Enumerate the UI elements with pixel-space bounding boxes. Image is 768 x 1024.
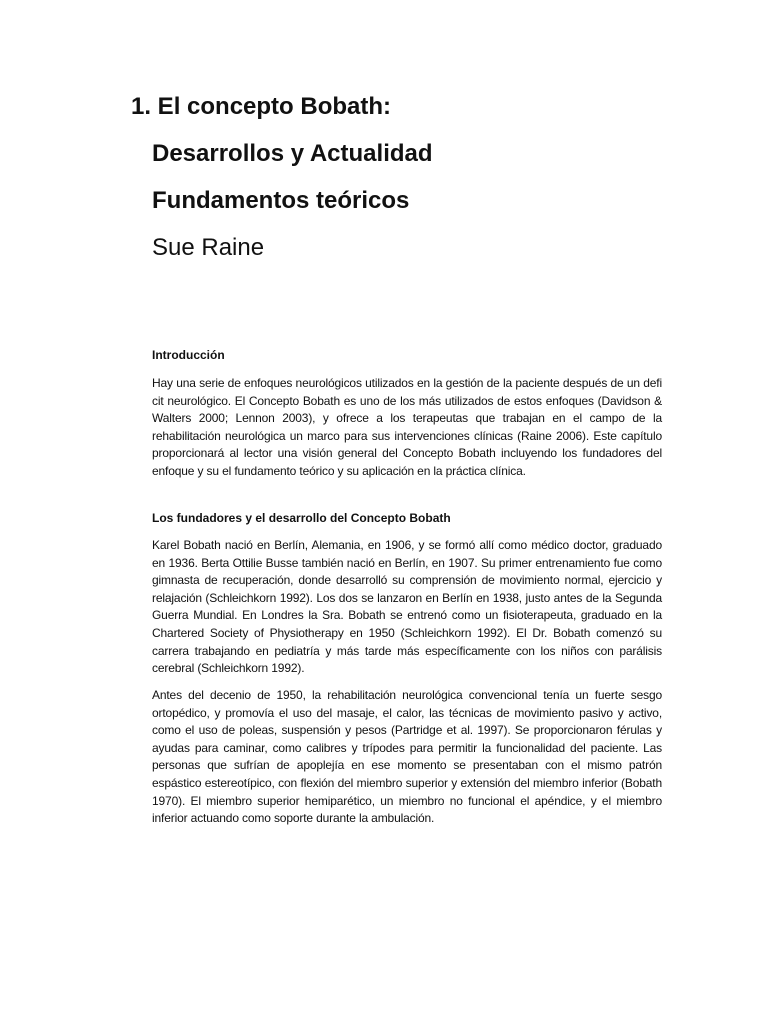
paragraph-history: Antes del decenio de 1950, la rehabilitación neurológica convencional tenía un fuerte sesgo ortopédico, y promovía el uso del masaje, el calor, las técnicas de movimiento pasivo y activo, como el uso de poleas, suspensión y pesos (Partridge et al. 1997). Se proporcionaron férulas y ayudas para caminar, como calibres y trípodes para permitir la funcionalidad del paciente. Las personas que sufrían de apoplejía en ese momento se presentaban con el mismo patrón espástico estereotípico, con flexión del miembro superior y extensión del miembro inferior (Bobath 1970). El miembro superior hemiparético, un miembro no funcional el apéndice, y el miembro inferior actuando como soporte durante la ambulación. — [152, 688, 662, 826]
section-heading-founders: Los fundadores y el desarrollo del Concepto Bobath — [152, 511, 451, 525]
paragraph-founders: Karel Bobath nació en Berlín, Alemania, en 1906, y se formó allí como médico doctor, graduado en 1936. Berta Ottilie Busse también nació en Berlín, en 1907. Su primer entrenamiento fue como gimnasta de recuperación, donde desarrolló su comprensión de movimiento normal, ejercicio y relajación (Schleichkorn 1992). Los dos se lanzaron en Berlín en 1938, justo antes de la Segunda Guerra Mundial. En Londres la Sra. Bobath se entrenó como un fisioterapeuta, graduado en la Chartered Society of Physiotherapy en 1950 (Schleichkorn 1992). El Dr. Bobath comenzó su carrera trabajando en pediatría y más tarde más específicamente con los niños con parálisis cerebral (Schleichkorn 1992). — [152, 538, 662, 676]
subtitle-developments: Desarrollos y Actualidad — [152, 140, 433, 167]
paragraph-introduction: Hay una serie de enfoques neurológicos utilizados en la gestión de la paciente después de un defi cit neurológico. El Concepto Bobath es uno de los más utilizados de estos enfoques (Davidson & Walters 2000; Lennon 2003), y ofrece a los terapeutas que trabajan en el campo de la rehabilitación neurológica un marco para sus intervenciones clínicas (Raine 2006). Este capítulo proporcionará al lector una visión general del Concepto Bobath incluyendo los fundadores del enfoque y su el fundamento teórico y su aplicación en la práctica clínica. — [152, 376, 662, 478]
subtitle-foundations: Fundamentos teóricos — [152, 187, 410, 214]
chapter-title: 1. El concepto Bobath: — [131, 93, 392, 120]
section-heading-introduction: Introducción — [152, 348, 225, 362]
author-name: Sue Raine — [152, 234, 265, 261]
